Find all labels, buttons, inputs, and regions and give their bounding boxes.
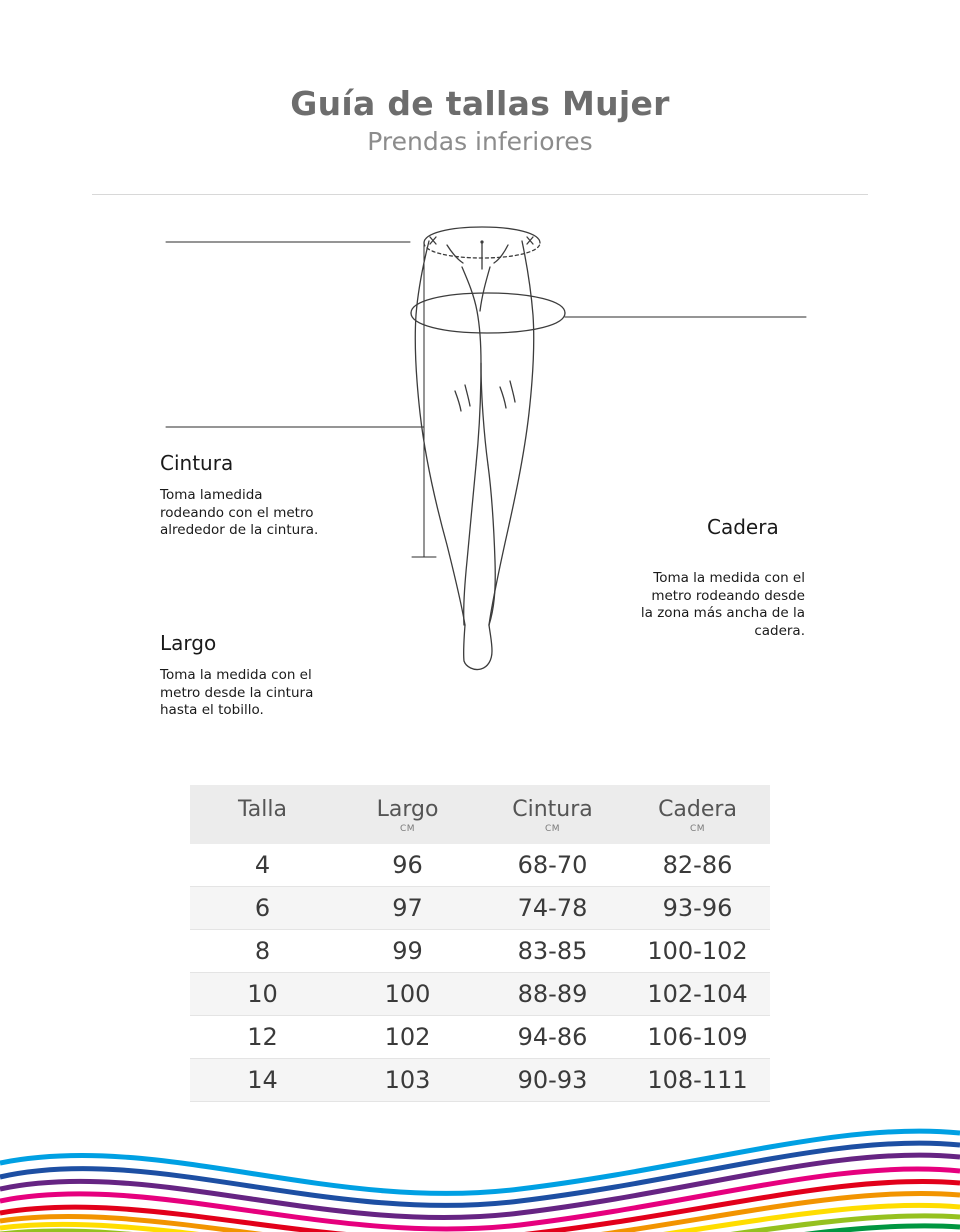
cell-cadera: 102-104 — [625, 973, 770, 1016]
footer-wave-decoration — [0, 1117, 960, 1232]
cell-largo: 103 — [335, 1059, 480, 1102]
column-header-talla-label: Talla — [238, 797, 287, 822]
column-header-cadera-unit: CM — [689, 824, 706, 834]
table-row — [190, 973, 770, 1016]
size-table — [190, 785, 770, 1102]
table-header-row — [190, 785, 770, 844]
cell-cintura: 88-89 — [480, 973, 625, 1016]
column-header-cintura-unit: CM — [544, 824, 561, 834]
column-header-largo — [335, 785, 480, 844]
cell-talla: 12 — [190, 1016, 335, 1059]
label-cintura-text: Toma lamedida rodeando con el metro alrededor de la cintura. — [160, 486, 319, 539]
body-figure-icon — [0, 195, 960, 705]
cell-largo: 100 — [335, 973, 480, 1016]
column-header-cadera-label: Cadera — [658, 797, 737, 822]
column-header-cadera — [625, 785, 770, 844]
cell-cadera: 82-86 — [625, 844, 770, 887]
size-table-container — [190, 785, 770, 1102]
table-row — [190, 887, 770, 930]
cell-talla: 10 — [190, 973, 335, 1016]
cell-cintura: 68-70 — [480, 844, 625, 887]
cell-cadera: 106-109 — [625, 1016, 770, 1059]
cell-largo: 96 — [335, 844, 480, 887]
cell-largo: 102 — [335, 1016, 480, 1059]
measurement-illustration — [0, 195, 960, 719]
cell-talla: 4 — [190, 844, 335, 887]
cell-largo: 97 — [335, 887, 480, 930]
cell-cintura: 83-85 — [480, 930, 625, 973]
cell-cadera: 100-102 — [625, 930, 770, 973]
label-largo-text: Toma la medida con el metro desde la cintura hasta el tobillo. — [160, 666, 314, 719]
column-header-largo-label: Largo — [376, 797, 439, 822]
table-row — [190, 930, 770, 973]
cell-cadera: 108-111 — [625, 1059, 770, 1102]
column-header-talla — [190, 785, 335, 844]
cell-largo: 99 — [335, 930, 480, 973]
column-header-cintura-label: Cintura — [512, 797, 593, 822]
cell-talla: 14 — [190, 1059, 335, 1102]
page-header — [0, 0, 960, 195]
cell-talla: 6 — [190, 887, 335, 930]
label-cintura-title: Cintura — [160, 450, 234, 475]
cell-talla: 8 — [190, 930, 335, 973]
cell-cadera: 93-96 — [625, 887, 770, 930]
cell-cintura: 90-93 — [480, 1059, 625, 1102]
page-subtitle: Prendas inferiores — [367, 127, 593, 157]
table-row — [190, 1059, 770, 1102]
label-cadera-title: Cadera — [707, 514, 779, 539]
label-cadera-text: Toma la medida con el metro rodeando desde la zona más ancha de la cadera. — [640, 569, 805, 640]
page-title: Guía de tallas Mujer — [290, 84, 670, 123]
label-largo-title: Largo — [160, 630, 217, 655]
column-header-largo-unit: CM — [399, 824, 416, 834]
table-row — [190, 1016, 770, 1059]
cell-cintura: 74-78 — [480, 887, 625, 930]
cell-cintura: 94-86 — [480, 1016, 625, 1059]
table-row — [190, 844, 770, 887]
column-header-cintura — [480, 785, 625, 844]
